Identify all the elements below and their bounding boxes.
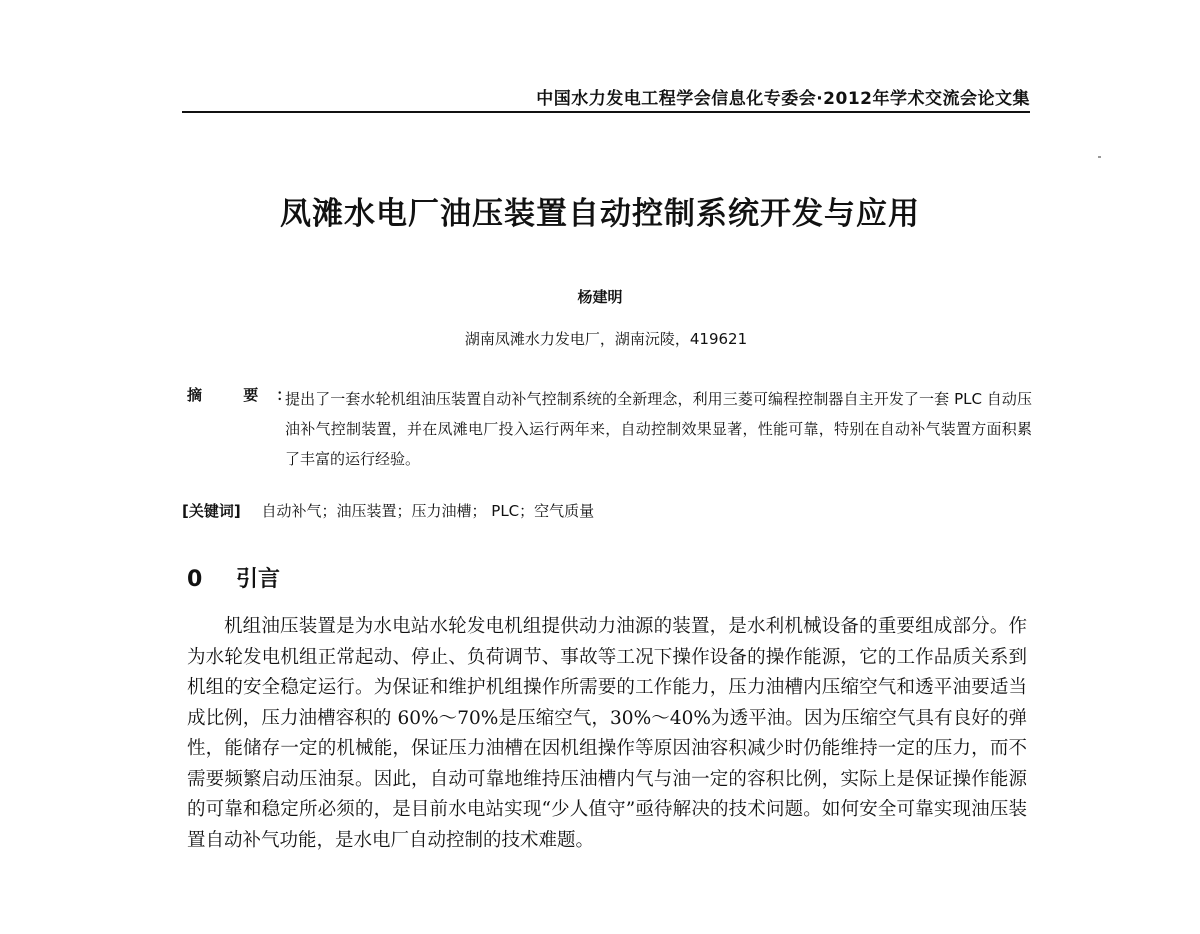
author-affiliation: 湖南凤滩水力发电厂，湖南沅陵，419621: [464, 330, 748, 348]
paper-title: 凤滩水电厂油压装置自动控制系统开发与应用: [280, 196, 920, 232]
section-number: 0: [187, 567, 203, 592]
scan-artifact: [1098, 156, 1101, 158]
abstract-label: 摘 要：: [187, 386, 310, 404]
keywords-text: 自动补气；油压装置；压力油槽； PLC；空气质量: [261, 502, 595, 520]
author-name: 杨建明: [577, 288, 623, 306]
abstract-text: 提出了一套水轮机组油压装置自动补气控制系统的全新理念，利用三菱可编程控制器自主开发了一套 PLC 自动压油补气控制装置，并在凤滩电厂投入运行两年来，自动控制效果显著，性能可靠，特别在自动补气装置方面积累了丰富的运行经验。: [285, 390, 1032, 468]
keywords: [182, 500, 594, 521]
section-title: 引言: [235, 567, 280, 592]
running-header: 中国水力发电工程学会信息化专委会·2012年学术交流会论文集: [536, 89, 1030, 109]
abstract: [187, 384, 1032, 474]
keywords-label: [关键词]: [182, 502, 241, 520]
section-heading: [187, 562, 280, 593]
header-rule: [182, 111, 1030, 113]
body-paragraph: 机组油压装置是为水电站水轮发电机组提供动力油源的装置，是水利机械设备的重要组成部分。作为水轮发电机组正常起动、停止、负荷调节、事故等工况下操作设备的操作能源，它的工作品质关系到机组的安全稳定运行。为保证和维护机组操作所需要的工作能力，压力油槽内压缩空气和透平油要适当成比例，压力油槽容积的 60%～70%是压缩空气，30%～40%为透平油。因为压缩空气具有良好的弹性，能储存一定的机械能，保证压力油槽在因机组操作等原因油容积减少时仍能维持一定的压力，而不需要频繁启动压油泵。因此，自动可靠地维持压油槽内气与油一定的容积比例，实际上是保证操作能源的可靠和稳定所必须的，是目前水电站实现“少人值守”亟待解决的技术问题。如何安全可靠实现油压装置自动补气功能，是水电厂自动控制的技术难题。: [187, 616, 1027, 851]
